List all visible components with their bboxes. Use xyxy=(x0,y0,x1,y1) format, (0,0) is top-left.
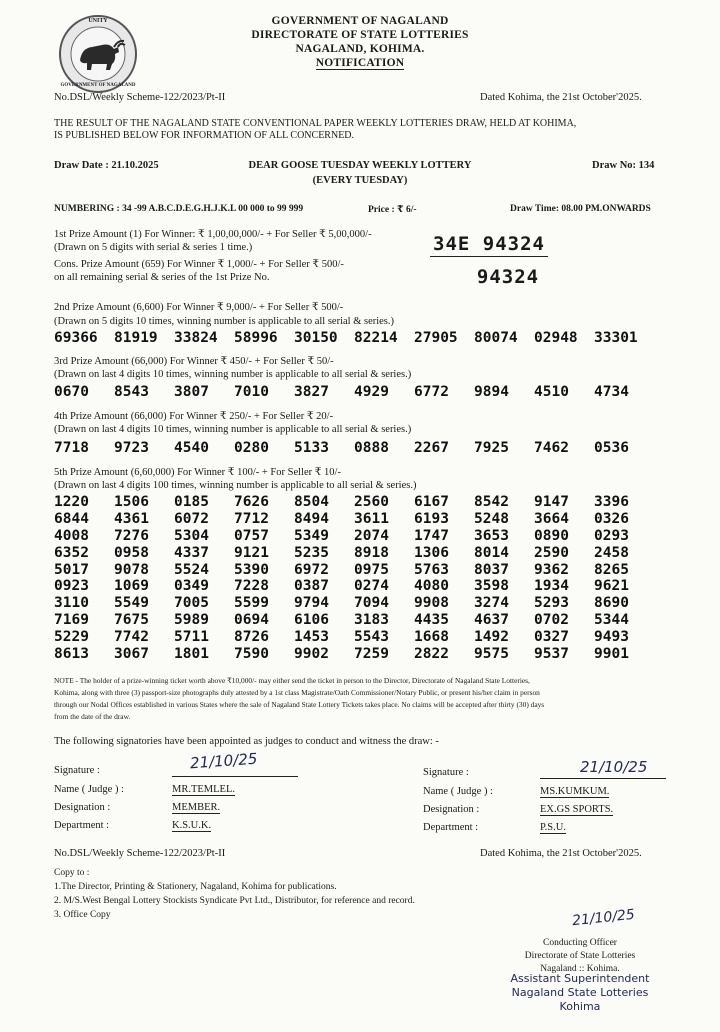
fifth-prize-number: 0327 xyxy=(534,629,569,646)
fifth-prize-number: 5599 xyxy=(234,595,269,612)
second-prize-number: 58996 xyxy=(234,330,278,346)
fourth-prize-line-2: (Drawn on last 4 digits 10 times, winning number is applicable to all serial & series.) xyxy=(54,424,412,435)
third-prize-number: 3807 xyxy=(174,384,209,400)
copy-to-item: 2. M/S.West Bengal Lottery Stockists Syndicate Pvt Ltd., Distributor, for reference and record. xyxy=(54,896,415,906)
note-line-4: from the date of the draw. xyxy=(54,712,131,721)
second-prize-line-2: (Drawn on 5 digits 10 times, winning number is applicable to all serial & series.) xyxy=(54,316,395,327)
fourth-prize-line-1: 4th Prize Amount (66,000) For Winner ₹ 250/- + For Seller ₹ 20/- xyxy=(54,411,334,422)
fifth-prize-number: 4008 xyxy=(54,527,89,544)
fifth-prize-number: 5293 xyxy=(534,595,569,612)
judge2-signature-label: Signature : xyxy=(423,767,469,778)
footer-ref-date: Dated Kohima, the 21st October'2025. xyxy=(480,848,642,859)
fifth-prize-number: 7712 xyxy=(234,510,269,527)
fifth-prize-number: 4361 xyxy=(114,510,149,527)
fifth-prize-number: 6352 xyxy=(54,544,89,561)
fifth-prize-numbers xyxy=(54,494,654,663)
fifth-prize-number: 1506 xyxy=(114,494,149,510)
judge1-name xyxy=(172,784,235,795)
judge1-designation-label: Designation : xyxy=(54,802,111,813)
fifth-prize-number: 4337 xyxy=(174,544,209,561)
lottery-subtitle: (EVERY TUESDAY) xyxy=(312,175,408,186)
fifth-prize-number: 9575 xyxy=(474,646,509,663)
fifth-prize-number: 9794 xyxy=(294,595,329,612)
second-prize-number: 33824 xyxy=(174,330,218,346)
judge1-designation xyxy=(172,802,220,813)
judge2-designation-value: EX.GS SPORTS. xyxy=(540,804,614,815)
officer-signature: 21/10/25 xyxy=(571,906,636,930)
fourth-prize-number: 2267 xyxy=(414,440,449,456)
stamp-line-1: Assistant Superintendent xyxy=(510,972,650,985)
fifth-prize-line-1: 5th Prize Amount (6,60,000) For Winner ₹ 100/- + For Seller ₹ 10/- xyxy=(54,467,341,478)
fifth-prize-number: 8542 xyxy=(474,494,509,510)
fifth-prize-number: 6972 xyxy=(294,561,329,578)
fifth-prize-number: 2458 xyxy=(594,544,629,561)
fifth-prize-number: 7742 xyxy=(114,629,149,646)
fifth-prize-number: 5549 xyxy=(114,595,149,612)
fifth-prize-number: 1801 xyxy=(174,646,209,663)
fifth-prize-number: 9362 xyxy=(534,561,569,578)
second-prize-number: 27905 xyxy=(414,330,458,346)
fifth-prize-number: 5304 xyxy=(174,527,209,544)
fifth-prize-number: 3110 xyxy=(54,595,89,612)
first-prize-line-2: (Drawn on 5 digits with serial & series 1 time.) xyxy=(54,242,253,253)
notification-title: NOTIFICATION xyxy=(315,57,405,69)
fifth-prize-number: 1069 xyxy=(114,578,149,595)
second-prize-number: 33301 xyxy=(594,330,638,346)
emblem-bottom-text: GOVERNMENT OF NAGALAND xyxy=(60,83,136,88)
second-prize-line-1: 2nd Prize Amount (6,600) For Winner ₹ 9,000/- + For Seller ₹ 500/- xyxy=(54,302,344,313)
third-prize-number: 4929 xyxy=(354,384,389,400)
fifth-prize-number: 4080 xyxy=(414,578,449,595)
fifth-prize-number: 9147 xyxy=(534,494,569,510)
fifth-prize-number: 1934 xyxy=(534,578,569,595)
second-prize-number: 69366 xyxy=(54,330,98,346)
fifth-prize-number: 8265 xyxy=(594,561,629,578)
fourth-prize-number: 7925 xyxy=(474,440,509,456)
copy-to-item: 3. Office Copy xyxy=(54,910,111,920)
fifth-prize-number: 3396 xyxy=(594,494,629,510)
ref-date: Dated Kohima, the 21st October'2025. xyxy=(480,92,642,103)
judge2-name xyxy=(540,786,609,797)
judge2-designation xyxy=(540,804,613,815)
judge2-designation-label: Designation : xyxy=(423,804,480,815)
fourth-prize-numbers xyxy=(54,440,654,456)
judge1-designation-value: MEMBER. xyxy=(172,802,221,813)
note-line-2: Kohima, along with three (3) passport-size photographs duly attested by a 1st class Magistrate/Oath Commissioner/Notary Public, or present his/her claim in person xyxy=(54,688,540,697)
draw-time: Draw Time: 08.00 PM.ONWARDS xyxy=(510,204,651,214)
fifth-prize-number: 0890 xyxy=(534,527,569,544)
officer-location: Nagaland :: Kohima. xyxy=(540,964,620,974)
fifth-prize-number: 5989 xyxy=(174,612,209,629)
fifth-prize-number: 0702 xyxy=(534,612,569,629)
judge1-signature-label: Signature : xyxy=(54,765,100,776)
cons-prize-line-2: on all remaining serial & series of the 1st Prize No. xyxy=(54,272,270,283)
cons-prize-line-1: Cons. Prize Amount (659) For Winner ₹ 1,000/- + For Seller ₹ 500/- xyxy=(54,259,344,270)
fifth-prize-line-2: (Drawn on last 4 digits 100 times, winning number is applicable to all serial & series.) xyxy=(54,480,417,491)
fifth-prize-number: 2822 xyxy=(414,646,449,663)
fifth-prize-number: 7094 xyxy=(354,595,389,612)
fifth-prize-number: 6167 xyxy=(414,494,449,510)
fifth-prize-number: 6844 xyxy=(54,510,89,527)
fifth-prize-number: 0757 xyxy=(234,527,269,544)
third-prize-number: 0670 xyxy=(54,384,89,400)
judge1-signature-line xyxy=(172,776,298,777)
fifth-prize-number: 9908 xyxy=(414,595,449,612)
fifth-prize-number: 0958 xyxy=(114,544,149,561)
fourth-prize-number: 0280 xyxy=(234,440,269,456)
lottery-title: DEAR GOOSE TUESDAY WEEKLY LOTTERY xyxy=(248,160,472,171)
stamp-line-2: Nagaland State Lotteries xyxy=(511,986,649,999)
fifth-prize-number: 1453 xyxy=(294,629,329,646)
footer-ref-number: No.DSL/Weekly Scheme-122/2023/Pt-II xyxy=(54,848,226,859)
judge1-department-value: K.S.U.K. xyxy=(172,820,212,831)
second-prize-number: 02948 xyxy=(534,330,578,346)
fifth-prize-number: 7259 xyxy=(354,646,389,663)
ref-number: No.DSL/Weekly Scheme-122/2023/Pt-II xyxy=(54,92,226,103)
fourth-prize-number: 5133 xyxy=(294,440,329,456)
third-prize-number: 7010 xyxy=(234,384,269,400)
fifth-prize-number: 8014 xyxy=(474,544,509,561)
third-prize-line-1: 3rd Prize Amount (66,000) For Winner ₹ 450/- + For Seller ₹ 50/- xyxy=(54,356,334,367)
judge2-signature-line xyxy=(540,778,666,779)
judge1-department-label: Department : xyxy=(54,820,110,831)
fifth-prize-number: 0975 xyxy=(354,561,389,578)
fifth-prize-number: 4637 xyxy=(474,612,509,629)
third-prize-line-2: (Drawn on last 4 digits 10 times, winning number is applicable to all serial & series.) xyxy=(54,369,412,380)
fifth-prize-number: 0387 xyxy=(294,578,329,595)
fifth-prize-number: 0326 xyxy=(594,510,629,527)
fifth-prize-number: 6106 xyxy=(294,612,329,629)
header-line-2: DIRECTORATE OF STATE LOTTERIES xyxy=(251,29,469,41)
cons-prize-number: 94324 xyxy=(476,266,540,288)
fifth-prize-number: 9537 xyxy=(534,646,569,663)
judge2-department-value: P.S.U. xyxy=(540,822,566,833)
fifth-prize-number: 3664 xyxy=(534,510,569,527)
header-line-3: NAGALAND, KOHIMA. xyxy=(295,43,425,55)
judge2-department xyxy=(540,822,566,833)
fifth-prize-number: 1747 xyxy=(414,527,449,544)
intro-line-2: IS PUBLISHED BELOW FOR INFORMATION OF ALL CONCERNED. xyxy=(54,130,355,141)
fifth-prize-number: 5390 xyxy=(234,561,269,578)
fifth-prize-number: 9901 xyxy=(594,646,629,663)
third-prize-number: 4510 xyxy=(534,384,569,400)
third-prize-number: 9894 xyxy=(474,384,509,400)
third-prize-number: 4734 xyxy=(594,384,629,400)
fifth-prize-number: 5711 xyxy=(174,629,209,646)
note-line-1: NOTE - The holder of a prize-winning ticket worth above ₹10,000/- may either send the ticket in person to the Director, Directorate of Nagaland State Lotteries, xyxy=(54,676,530,685)
fifth-prize-number: 3183 xyxy=(354,612,389,629)
fifth-prize-number: 5248 xyxy=(474,510,509,527)
fifth-prize-number: 7228 xyxy=(234,578,269,595)
fifth-prize-number: 5349 xyxy=(294,527,329,544)
officer-directorate: Directorate of State Lotteries xyxy=(524,951,636,961)
intro-line-1: THE RESULT OF THE NAGALAND STATE CONVENTIONAL PAPER WEEKLY LOTTERIES DRAW, HELD AT KOHIMA, xyxy=(54,118,577,129)
third-prize-numbers xyxy=(54,384,654,400)
fifth-prize-number: 7169 xyxy=(54,612,89,629)
fifth-prize-number: 3653 xyxy=(474,527,509,544)
fifth-prize-number: 7675 xyxy=(114,612,149,629)
fifth-prize-number: 7590 xyxy=(234,646,269,663)
fifth-prize-number: 0293 xyxy=(594,527,629,544)
fifth-prize-number: 9493 xyxy=(594,629,629,646)
fifth-prize-number: 0349 xyxy=(174,578,209,595)
draw-number: Draw No: 134 xyxy=(592,160,655,171)
judge2-name-label: Name ( Judge ) : xyxy=(423,786,493,797)
fifth-prize-number: 5344 xyxy=(594,612,629,629)
fifth-prize-number: 3611 xyxy=(354,510,389,527)
fifth-prize-number: 0923 xyxy=(54,578,89,595)
fifth-prize-number: 8504 xyxy=(294,494,329,510)
first-prize-winner: 34E 94324 xyxy=(430,233,548,257)
fifth-prize-number: 1306 xyxy=(414,544,449,561)
judge1-department xyxy=(172,820,211,831)
judge2-department-label: Department : xyxy=(423,822,479,833)
fourth-prize-number: 0888 xyxy=(354,440,389,456)
fifth-prize-number: 3274 xyxy=(474,595,509,612)
fifth-prize-number: 5017 xyxy=(54,561,89,578)
stamp-line-3: Kohima xyxy=(559,1000,601,1013)
fifth-prize-number: 7626 xyxy=(234,494,269,510)
third-prize-number: 8543 xyxy=(114,384,149,400)
fifth-prize-number: 5229 xyxy=(54,629,89,646)
fifth-prize-number: 5763 xyxy=(414,561,449,578)
copy-to-item: 1.The Director, Printing & Stationery, Nagaland, Kohima for publications. xyxy=(54,882,337,892)
fifth-prize-number: 2590 xyxy=(534,544,569,561)
fifth-prize-number: 3598 xyxy=(474,578,509,595)
fifth-prize-number: 7005 xyxy=(174,595,209,612)
fifth-prize-number: 8494 xyxy=(294,510,329,527)
fifth-prize-number: 6072 xyxy=(174,510,209,527)
third-prize-number: 3827 xyxy=(294,384,329,400)
fifth-prize-number: 5543 xyxy=(354,629,389,646)
fifth-prize-number: 8037 xyxy=(474,561,509,578)
officer-title: Conducting Officer xyxy=(543,938,617,948)
fourth-prize-number: 4540 xyxy=(174,440,209,456)
fourth-prize-number: 0536 xyxy=(594,440,629,456)
second-prize-numbers xyxy=(54,330,654,346)
fourth-prize-number: 9723 xyxy=(114,440,149,456)
header-line-1: GOVERNMENT OF NAGALAND xyxy=(271,15,449,27)
fifth-prize-number: 8918 xyxy=(354,544,389,561)
fifth-prize-number: 9078 xyxy=(114,561,149,578)
fifth-prize-number: 3067 xyxy=(114,646,149,663)
price: Price : ₹ 6/- xyxy=(368,205,417,215)
fifth-prize-number: 5235 xyxy=(294,544,329,561)
third-prize-number: 6772 xyxy=(414,384,449,400)
fourth-prize-number: 7462 xyxy=(534,440,569,456)
fifth-prize-number: 8690 xyxy=(594,595,629,612)
draw-date: Draw Date : 21.10.2025 xyxy=(54,160,159,171)
fifth-prize-number: 0185 xyxy=(174,494,209,510)
judge2-name-value: MS.KUMKUM. xyxy=(540,786,610,797)
second-prize-number: 80074 xyxy=(474,330,518,346)
judges-intro: The following signatories have been appointed as judges to conduct and witness the draw: - xyxy=(54,736,439,747)
second-prize-number: 82214 xyxy=(354,330,398,346)
judge1-signature: 21/10/25 xyxy=(189,749,258,773)
judge1-name-value: MR.TEMLEL. xyxy=(172,784,235,795)
fifth-prize-number: 2074 xyxy=(354,527,389,544)
note-line-3: through our Nodal Offices established in various States where the sale of Nagaland State Lottery Tickets takes place. No claims will be accepted after thirty (30) days xyxy=(54,700,545,709)
fifth-prize-number: 2560 xyxy=(354,494,389,510)
judge1-name-label: Name ( Judge ) : xyxy=(54,784,124,795)
fifth-prize-number: 5524 xyxy=(174,561,209,578)
fifth-prize-number: 0694 xyxy=(234,612,269,629)
judge2-signature: 21/10/25 xyxy=(580,758,648,776)
second-prize-number: 30150 xyxy=(294,330,338,346)
first-prize-line-1: 1st Prize Amount (1) For Winner: ₹ 1,00,00,000/- + For Seller ₹ 5,00,000/- xyxy=(54,229,372,240)
header-notification xyxy=(0,57,720,69)
fifth-prize-number: 1492 xyxy=(474,629,509,646)
fifth-prize-number: 1220 xyxy=(54,494,89,510)
fifth-prize-number: 4435 xyxy=(414,612,449,629)
fifth-prize-number: 1668 xyxy=(414,629,449,646)
fifth-prize-number: 9621 xyxy=(594,578,629,595)
fifth-prize-number: 9121 xyxy=(234,544,269,561)
fourth-prize-number: 7718 xyxy=(54,440,89,456)
numbering: NUMBERING : 34 -99 A.B.C.D.E.G.H.J.K.L 00 000 to 99 999 xyxy=(54,204,304,214)
emblem-top-text: UNITY xyxy=(88,18,108,24)
copy-to-title: Copy to : xyxy=(54,868,90,878)
fifth-prize-number: 7276 xyxy=(114,527,149,544)
fifth-prize-number: 8613 xyxy=(54,646,89,663)
fifth-prize-number: 0274 xyxy=(354,578,389,595)
second-prize-number: 81919 xyxy=(114,330,158,346)
fifth-prize-number: 9902 xyxy=(294,646,329,663)
fifth-prize-number: 8726 xyxy=(234,629,269,646)
fifth-prize-number: 6193 xyxy=(414,510,449,527)
